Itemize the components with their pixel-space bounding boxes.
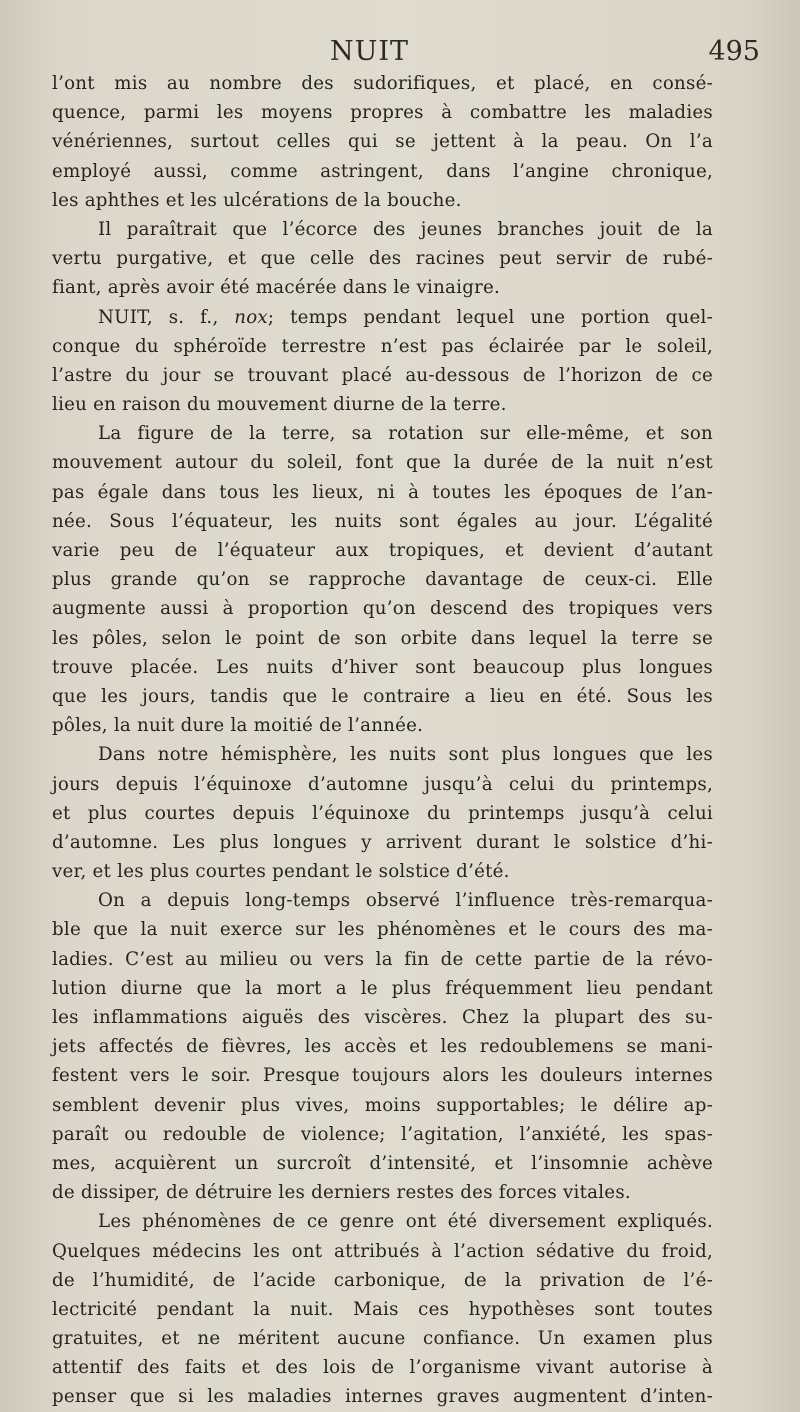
text-line: La figure de la terre, sa rotation sur elle-même, et son [98, 423, 713, 445]
running-head: NUIT [330, 36, 410, 67]
text-line: gratuites, et ne méritent aucune confiance. Un examen plus [52, 1328, 713, 1350]
text-line: Les phénomènes de ce genre ont été diversement expliqués. [98, 1211, 713, 1233]
text-line: l’astre du jour se trouvant placé au-dessous de l’horizon de ce [52, 364, 713, 386]
page-header [60, 36, 760, 70]
text-line: jets affectés de fièvres, les accès et les redoublemens se mani- [52, 1036, 713, 1058]
text-line: penser que si les maladies internes graves augmentent d’inten- [52, 1386, 713, 1408]
text-line: lieu en raison du mouvement diurne de la terre. [52, 394, 507, 416]
text-line: conque du sphéroïde terrestre n’est pas éclairée par le soleil, [52, 335, 713, 357]
page-number: 495 [708, 36, 760, 67]
text-line: Quelques médecins les ont attribués à l’action sédative du froid, [52, 1240, 713, 1262]
text-line: trouve placée. Les nuits d’hiver sont beaucoup plus longues [52, 656, 713, 678]
text-line: quence, parmi les moyens propres à combattre les maladies [52, 102, 713, 124]
text-line: mes, acquièrent un surcroît d’intensité, et l’insomnie achève [52, 1152, 713, 1174]
text-line: ver, et les plus courtes pendant le solstice d’été. [52, 861, 510, 883]
text-line: ble que la nuit exerce sur les phénomènes et le cours des ma- [52, 919, 713, 941]
text-line: Dans notre hémisphère, les nuits sont plus longues que les [98, 744, 713, 766]
text-line: festent vers le soir. Presque toujours alors les douleurs internes [52, 1065, 713, 1087]
text-line: et plus courtes depuis l’équinoxe du printemps jusqu’à celui [52, 802, 713, 824]
text-line: les aphthes et les ulcérations de la bouche. [52, 189, 462, 211]
text-line: les pôles, selon le point de son orbite dans lequel la terre se [52, 627, 713, 649]
text-line: née. Sous l’équateur, les nuits sont égales au jour. L’égalité [52, 510, 713, 532]
text-line: de l’humidité, de l’acide carbonique, de la privation de l’é- [52, 1269, 713, 1291]
text-line: vénériennes, surtout celles qui se jettent à la peau. On l’a [52, 131, 713, 153]
text-line: paraît ou redouble de violence; l’agitation, l’anxiété, les spas- [52, 1123, 713, 1145]
text-line: plus grande qu’on se rapproche davantage de ceux-ci. Elle [52, 569, 713, 591]
text-line: l’ont mis au nombre des sudorifiques, et placé, en consé- [52, 73, 713, 94]
text-line: jours depuis l’équinoxe d’automne jusqu’à celui du printemps, [52, 773, 713, 795]
text-line: employé aussi, comme astringent, dans l’angine chronique, [52, 160, 713, 182]
text-line: ladies. C’est au milieu ou vers la fin de cette partie de la révo- [52, 948, 713, 970]
text-line: On a depuis long-temps observé l’influence très-remarqua- [98, 890, 713, 912]
text-line: fiant, après avoir été macérée dans le vinaigre. [52, 277, 501, 299]
text-line: d’automne. Les plus longues y arrivent durant le solstice d’hi- [52, 831, 713, 853]
body-text [52, 69, 713, 1412]
text-line: varie peu de l’équateur aux tropiques, et devient d’autant [52, 540, 713, 561]
text-line: NUIT, s. f., nox; temps pendant lequel une portion quel- [98, 306, 713, 328]
text-line: mouvement autour du soleil, font que la durée de la nuit n’est [52, 452, 713, 474]
text-line: Il paraîtrait que l’écorce des jeunes branches jouit de la [98, 218, 713, 240]
text-line: lution diurne que la mort a le plus fréquemment lieu pendant [52, 977, 713, 999]
text-line: lectricité pendant la nuit. Mais ces hypothèses sont toutes [52, 1298, 713, 1320]
text-line: semblent devenir plus vives, moins supportables; le délire ap- [52, 1094, 713, 1116]
text-line: attentif des faits et des lois de l’organisme vivant autorise à [52, 1357, 713, 1379]
text-line: augmente aussi à proportion qu’on descend des tropiques vers [52, 598, 713, 620]
text-line: que les jours, tandis que le contraire a lieu en été. Sous les [52, 685, 713, 707]
text-line: de dissiper, de détruire les derniers restes des forces vitales. [52, 1182, 631, 1204]
text-line: les inflammations aiguës des viscères. Chez la plupart des su- [52, 1007, 713, 1028]
text-line: pas égale dans tous les lieux, ni à toutes les époques de l’an- [52, 481, 713, 503]
text-line: vertu purgative, et que celle des racines peut servir de rubé- [52, 248, 713, 270]
text-line: pôles, la nuit dure la moitié de l’année. [52, 715, 424, 737]
